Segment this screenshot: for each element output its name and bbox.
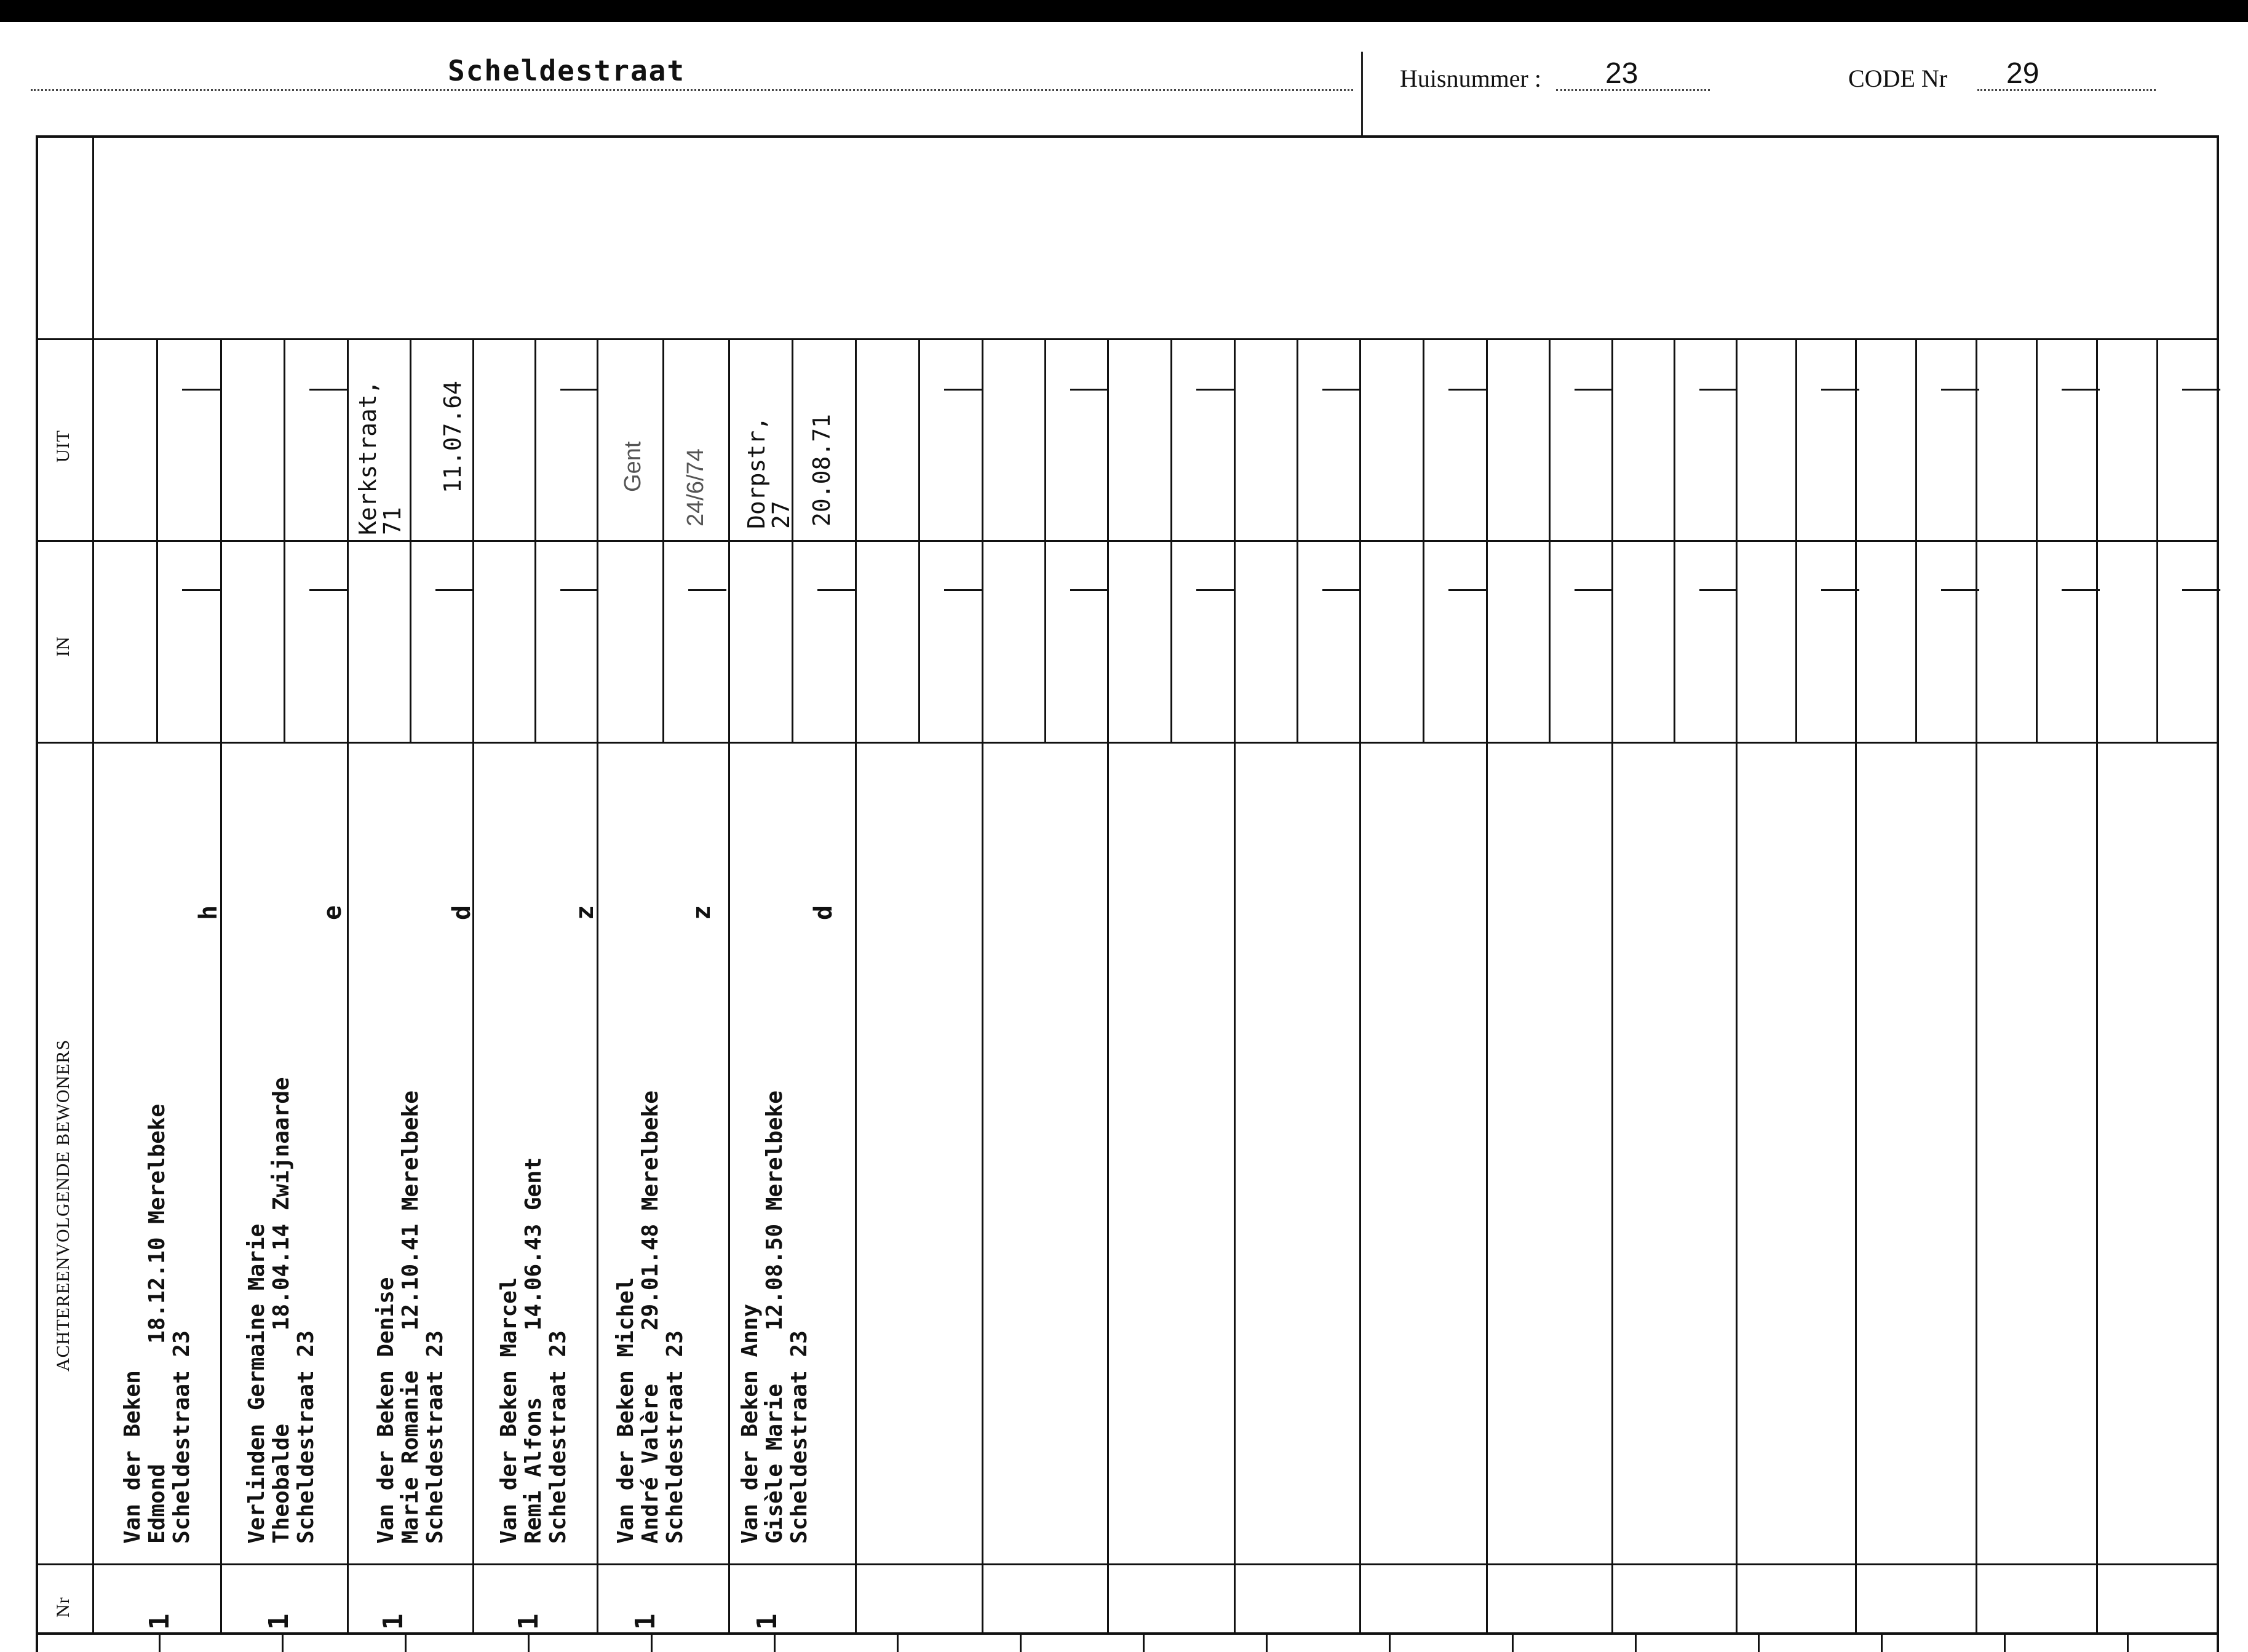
bewoners-section-label: ACHTEREENVOLGENDE BEWONERS: [53, 1039, 73, 1372]
resident-address-line: Scheldestraat 23: [787, 1330, 812, 1544]
column-divider: [1976, 338, 1977, 1632]
code-dotted-line: [1977, 89, 2156, 91]
uit-section-top-line: [36, 338, 2219, 340]
resident-address-line: Scheldestraat 23: [662, 1330, 688, 1544]
bottom-tick: [651, 1634, 653, 1652]
resident-name-line: Van der Beken Michel: [613, 1277, 638, 1544]
uit-empty-dash: [1821, 389, 1859, 391]
in-empty-dash: [1448, 589, 1487, 591]
sub-column-divider: [2036, 338, 2038, 742]
in-empty-dash: [944, 589, 982, 591]
resident-name-line: Van der Beken Marcel: [496, 1277, 522, 1544]
bottom-tick: [528, 1634, 530, 1652]
sub-column-divider: [1674, 338, 1675, 742]
uit-empty-dash: [1699, 389, 1738, 391]
sub-column-divider: [1423, 338, 1424, 742]
uit-destination: Kerkstraat, 71: [354, 380, 406, 535]
uit-empty-dash: [1448, 389, 1487, 391]
table-right-border: [2217, 135, 2219, 1652]
sub-column-divider: [1044, 338, 1046, 742]
sub-column-divider: [410, 338, 411, 742]
sub-column-divider: [2156, 338, 2158, 742]
scan-top-border: [0, 0, 2248, 22]
resident-birth-line: André Valère 29.01.48 Merelbeke: [638, 1090, 663, 1544]
bottom-tick: [159, 1634, 161, 1652]
in-empty-dash: [435, 589, 474, 591]
resident-nr: 1: [630, 1613, 661, 1630]
column-divider: [1234, 338, 1236, 1632]
label-column-divider: [92, 135, 94, 1632]
bottom-tick: [1512, 1634, 1514, 1652]
column-divider: [2096, 338, 2098, 1632]
bottom-tick: [36, 1634, 38, 1652]
uit-empty-dash: [1575, 389, 1613, 391]
resident-birth-line: Marie Romanie 12.10.41 Merelbeke: [398, 1090, 423, 1544]
huisnummer-label: Huisnummer :: [1400, 65, 1541, 92]
sub-column-divider: [918, 338, 920, 742]
resident-address-line: Scheldestraat 23: [423, 1330, 448, 1544]
uit-empty-dash: [2062, 389, 2100, 391]
in-empty-dash: [309, 589, 348, 591]
in-empty-dash: [2062, 589, 2100, 591]
code-value: 29: [2006, 57, 2039, 90]
bottom-tick: [1881, 1634, 1883, 1652]
resident-name-line: Van der Beken: [120, 1370, 145, 1544]
status-mark: z: [688, 905, 716, 920]
bottom-tick: [1143, 1634, 1145, 1652]
nr-section-top-line: [36, 1563, 2219, 1565]
resident-entry: [121, 1104, 194, 1544]
sub-column-divider: [1915, 338, 1917, 742]
uit-empty-dash: [2182, 389, 2220, 391]
bewoners-section-top-line: [36, 742, 2219, 744]
resident-birth-line: Remi Alfons 14.06.43 Gent: [521, 1157, 546, 1544]
column-divider: [1486, 338, 1488, 1632]
bottom-tick: [2004, 1634, 2006, 1652]
resident-entry: [245, 1077, 319, 1544]
column-divider: [1855, 338, 1857, 1632]
uit-empty-dash: [1322, 389, 1360, 391]
uit-date: 24/6/74: [683, 448, 709, 526]
street-dotted-line: [31, 89, 1353, 91]
bottom-tick: [1758, 1634, 1760, 1652]
column-divider: [728, 338, 730, 1632]
street-name: Scheldestraat: [448, 54, 686, 87]
table-top-border: [36, 135, 2219, 138]
table-bottom-border: [36, 1632, 2219, 1635]
in-empty-dash: [1322, 589, 1360, 591]
resident-name-line: Verlinden Germaine Marie: [244, 1223, 269, 1544]
in-empty-dash: [1196, 589, 1234, 591]
resident-entry: [738, 1090, 812, 1544]
column-divider: [1736, 338, 1738, 1632]
in-empty-dash: [1575, 589, 1613, 591]
resident-name-line: Van der Beken Denise: [373, 1277, 399, 1544]
uit-empty-dash: [182, 389, 220, 391]
sub-column-divider: [1297, 338, 1298, 742]
status-mark: e: [319, 905, 347, 920]
in-empty-dash: [1941, 589, 1979, 591]
resident-nr: 1: [263, 1613, 295, 1630]
resident-nr: 1: [144, 1613, 175, 1630]
uit-date: 11.07.64: [439, 380, 466, 493]
column-divider: [1107, 338, 1109, 1632]
bottom-tick: [1020, 1634, 1022, 1652]
resident-birth-line: Edmond 18.12.10 Merelbeke: [145, 1103, 170, 1544]
bottom-tick: [897, 1634, 899, 1652]
sub-column-divider: [1170, 338, 1172, 742]
bottom-tick: [405, 1634, 407, 1652]
uit-empty-dash: [1196, 389, 1234, 391]
in-empty-dash: [817, 589, 856, 591]
sub-column-divider: [1549, 338, 1551, 742]
sub-column-divider: [1795, 338, 1797, 742]
uit-section-label: UIT: [53, 430, 73, 463]
uit-destination: Gent: [620, 441, 646, 492]
resident-address-line: Scheldestraat 23: [169, 1330, 194, 1544]
code-label: CODE Nr: [1848, 65, 1948, 92]
status-mark: d: [448, 905, 476, 920]
in-section-top-line: [36, 540, 2219, 542]
uit-empty-dash: [1941, 389, 1979, 391]
in-empty-dash: [560, 589, 598, 591]
sub-column-divider: [156, 338, 158, 742]
resident-nr: 1: [513, 1613, 544, 1630]
nr-section-label: Nr: [53, 1597, 73, 1618]
bottom-tick: [2127, 1634, 2129, 1652]
resident-entry: [497, 1157, 571, 1544]
resident-entry: [374, 1090, 448, 1544]
column-divider: [472, 338, 474, 1632]
header-divider: [1361, 52, 1363, 135]
column-divider: [982, 338, 983, 1632]
bottom-tick: [1266, 1634, 1268, 1652]
resident-nr: 1: [378, 1613, 409, 1630]
sub-column-divider: [284, 338, 285, 742]
uit-empty-dash: [1070, 389, 1108, 391]
status-mark: d: [809, 905, 838, 920]
resident-nr: 1: [752, 1613, 783, 1630]
column-divider: [1359, 338, 1361, 1632]
column-divider: [347, 338, 349, 1632]
in-empty-dash: [182, 589, 220, 591]
bottom-tick: [1635, 1634, 1637, 1652]
resident-address-line: Scheldestraat 23: [293, 1330, 319, 1544]
column-divider: [220, 338, 222, 1632]
uit-destination: Dorpstr, 27: [743, 416, 795, 529]
bottom-tick: [1389, 1634, 1391, 1652]
table-left-border: [36, 135, 38, 1652]
status-mark: z: [571, 905, 599, 920]
resident-address-line: Scheldestraat 23: [546, 1330, 571, 1544]
column-divider: [597, 338, 598, 1632]
uit-empty-dash: [560, 389, 598, 391]
bottom-tick: [774, 1634, 776, 1652]
resident-birth-line: Gisèle Marie 12.08.50 Merelbeke: [762, 1090, 787, 1544]
in-empty-dash: [1821, 589, 1859, 591]
column-divider: [855, 338, 857, 1632]
uit-date: 20.08.71: [808, 413, 835, 526]
in-section-label: IN: [53, 636, 73, 657]
sub-column-divider: [792, 338, 793, 742]
sub-column-divider: [534, 338, 536, 742]
in-empty-dash: [1070, 589, 1108, 591]
resident-name-line: Van der Beken Anny: [737, 1303, 763, 1544]
in-empty-dash: [1699, 589, 1738, 591]
uit-empty-dash: [309, 389, 348, 391]
resident-entry: [614, 1090, 688, 1544]
in-empty-dash: [2182, 589, 2220, 591]
in-empty-dash: [688, 589, 726, 591]
huisnummer-value: 23: [1605, 57, 1638, 90]
sub-column-divider: [662, 338, 664, 742]
column-divider: [1611, 338, 1613, 1632]
uit-empty-dash: [944, 389, 982, 391]
resident-birth-line: Theobalde 18.04.14 Zwijnaarde: [269, 1077, 294, 1544]
status-mark: h: [194, 905, 223, 920]
bottom-tick: [282, 1634, 284, 1652]
